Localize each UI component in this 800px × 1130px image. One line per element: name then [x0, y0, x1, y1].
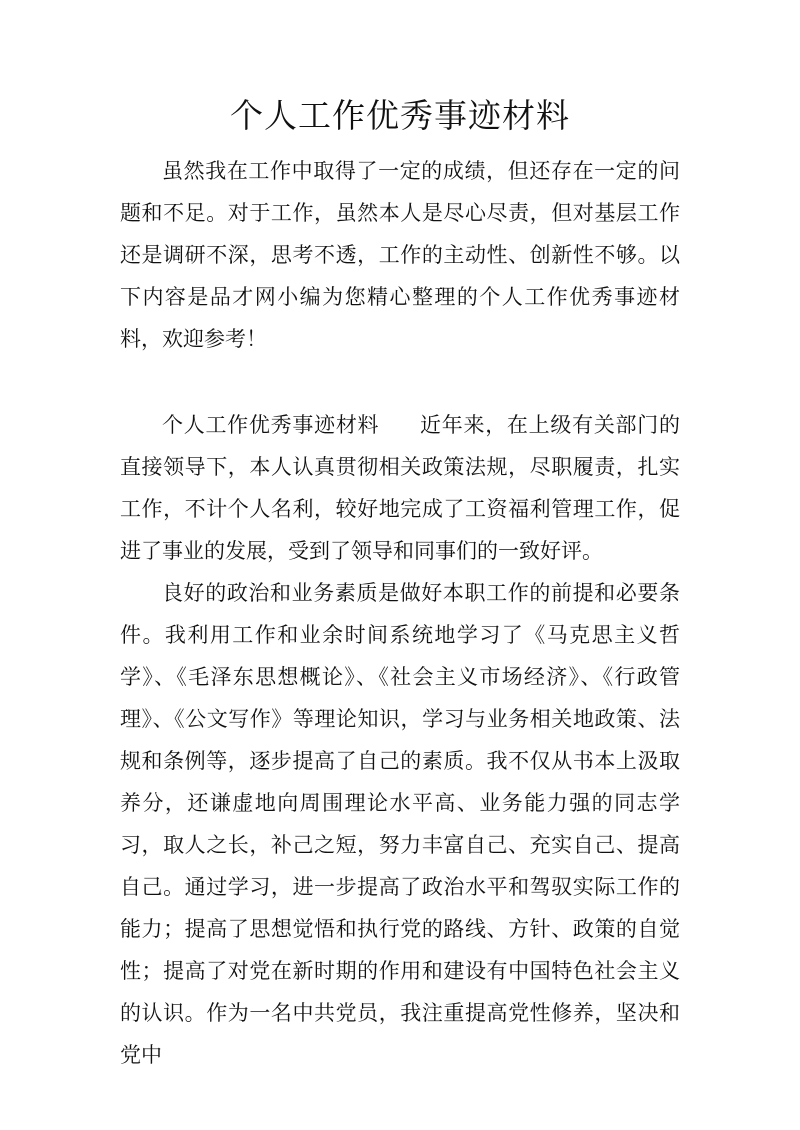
body-paragraph-2: 良好的政治和业务素质是做好本职工作的前提和必要条件。我利用工作和业余时间系统地学习了《马克思主义哲学》、《毛泽东思想概论》、《社会主义市场经济》、《行政管理》、《公文写作》等理论知识，学习与业务相关地政策、法规和条例等，逐步提高了自己的素质。我不仅从书本上汲取养分，还谦虚地向周围理论水平高、业务能力强的同志学习，取人之长，补己之短，努力丰富自己、充实自己、提高自己。通过学习，进一步提高了政治水平和驾驭实际工作的能力；提高了思想觉悟和执行党的路线、方针、政策的自觉性；提高了对党在新时期的作用和建设有中国特色社会主义的认识。作为一名中共党员，我注重提高党性修养，坚决和党中: [120, 581, 680, 1067]
document-title: 个人工作优秀事迹材料: [230, 96, 570, 135]
intro-paragraph: 虽然我在工作中取得了一定的成绩，但还存在一定的问题和不足。对于工作，虽然本人是尽心尽责，但对基层工作还是调研不深，思考不透，工作的主动性、创新性不够。以下内容是品才网小编为您精心整理的个人工作优秀事迹材料，欢迎参考！: [120, 159, 680, 351]
section-heading: 个人工作优秀事迹材料: [162, 413, 380, 437]
body-paragraph-1-text: 近年来，在上级有关部门的直接领导下，本人认真贯彻相关政策法规，尽职履责，扎实工作，不计个人名利，较好地完成了工资福利管理工作，促进了事业的发展，受到了领导和同事们的一致好评。: [120, 413, 681, 563]
body-paragraph-1: [120, 404, 680, 572]
